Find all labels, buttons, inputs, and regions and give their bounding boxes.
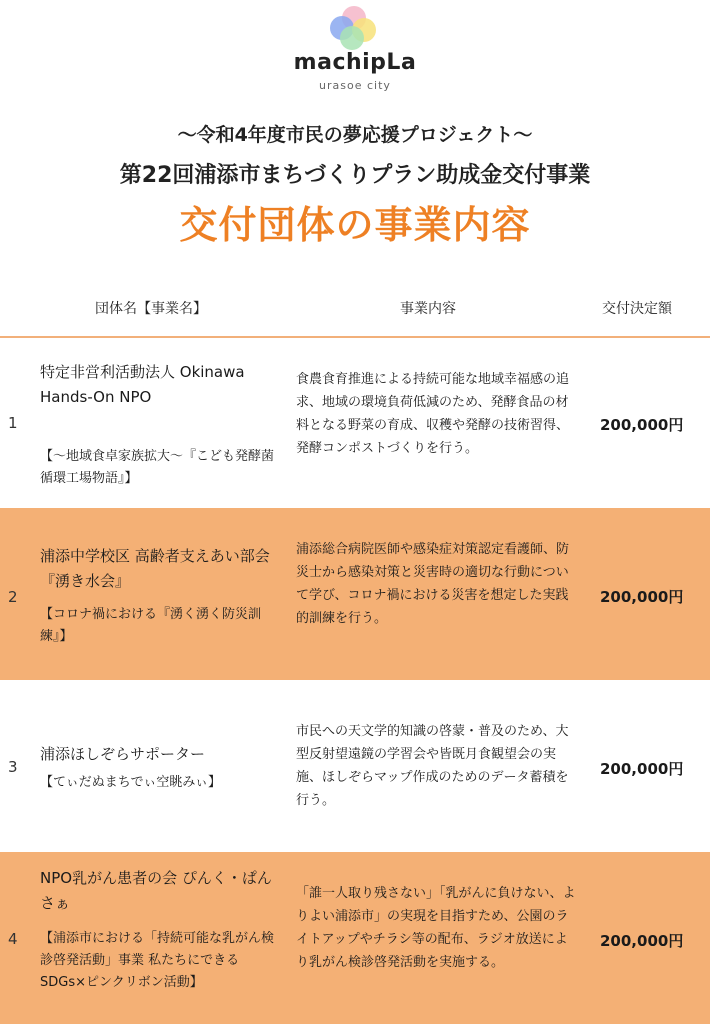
- brand-city: urasoe city: [319, 79, 391, 92]
- table-row: [0, 338, 710, 508]
- project-name: 【コロナ禍における『湧く湧く防災訓練』】: [40, 607, 262, 644]
- row-number: 1: [8, 414, 18, 432]
- table-row: [0, 680, 710, 852]
- project-content: 食農食育推進による持続可能な地域幸福感の追求、地域の環境負荷低減のため、発酵食品の材料となる野菜の育成、収穫や発酵の技術習得、発酵コンポストづくりを行う。: [296, 372, 570, 456]
- grant-amount: 200,000円: [600, 932, 684, 950]
- grant-amount: 200,000円: [600, 760, 684, 778]
- subtitle-program: 第22回浦添市まちづくりプラン助成金交付事業: [119, 163, 591, 188]
- project-name: 【浦添市における「持続可能な乳がん検診啓発活動」事業 私たちにできるSDGs×ピンクリボン活動】: [40, 931, 275, 990]
- subtitle-project: 〜令和4年度市民の夢応援プロジェクト〜: [177, 124, 533, 146]
- page-title: 交付団体の事業内容: [179, 203, 531, 247]
- table-row: [0, 852, 710, 1024]
- column-header-organization: 団体名【事業名】: [95, 301, 207, 317]
- logo: [0, 0, 710, 100]
- column-header-amount: 交付決定額: [602, 301, 672, 317]
- column-header-content: 事業内容: [400, 301, 456, 317]
- row-number: 4: [8, 930, 18, 948]
- project-name: 【てぃだぬまちでぃ空眺みぃ】: [40, 775, 221, 790]
- table-row: [0, 508, 710, 680]
- row-number: 2: [8, 588, 18, 606]
- logo-circles-icon: [330, 6, 378, 52]
- organization-name: 浦添中学校区 高齢者支えあい部会『湧き水会』: [40, 547, 270, 590]
- grant-amount: 200,000円: [600, 416, 684, 434]
- organization-name: 浦添ほしぞらサポーター: [40, 745, 206, 763]
- project-name: 【〜地域食卓家族拡大〜『こども発酵菌循環工場物語』】: [40, 449, 275, 486]
- grant-amount: 200,000円: [600, 588, 684, 606]
- project-content: 市民への天文学的知識の啓蒙・普及のため、大型反射望遠鏡の学習会や皆既月食観望会の実施、ほしぞらマップ作成のためのデータ蓄積を行う。: [296, 724, 569, 808]
- organization-name: 特定非営利活動法人 Okinawa Hands-On NPO: [40, 363, 245, 406]
- brand-name: machipLa: [293, 50, 417, 75]
- project-content: 「誰一人取り残さない」「乳がんに負けない、よりよい浦添市」の実現を目指すため、公園のライトアップやチラシ等の配布、ラジオ放送により乳がん検診啓発活動を実施する。: [296, 886, 576, 970]
- organization-name: NPO乳がん患者の会 ぴんく・ぱんさぁ: [40, 869, 272, 912]
- project-content: 浦添総合病院医師や感染症対策認定看護師、防災士から感染対策と災害時の適切な行動について学び、コロナ禍における災害を想定した実践的訓練を行う。: [296, 542, 570, 626]
- table-header: [0, 288, 710, 338]
- row-number: 3: [8, 758, 18, 776]
